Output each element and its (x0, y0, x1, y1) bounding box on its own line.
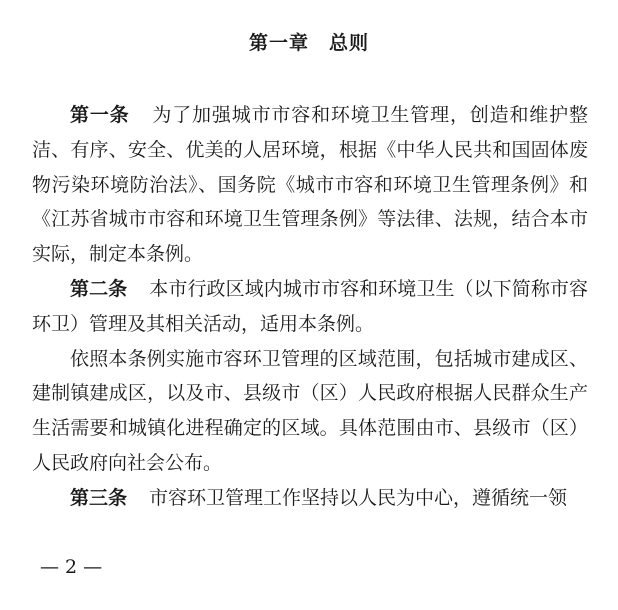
article-2-paragraph-2 (32, 342, 588, 481)
article-1-label: 第一条 (70, 104, 130, 126)
article-1 (32, 98, 588, 272)
article-2 (32, 272, 588, 342)
chapter-title: 第一章 总则 (248, 32, 369, 54)
article-1-text: 为了加强城市市容和环境卫生管理，创造和维护整洁、有序、安全、优美的人居环境，根据《中华人民共和国固体废物污染环境防治法》、国务院《城市市容和环境卫生管理条例》和《江苏省城市市容和环境卫生管理条例》等法律、法规，结合本市实际，制定本条例。 (32, 104, 588, 266)
article-2-paragraph-2-text: 依照本条例实施市容环卫管理的区域范围，包括城市建成区、建制镇建成区，以及市、县级市（区）人民政府根据人民群众生产生活需要和城镇化进程确定的区域。具体范围由市、县级市（区）人民政府向社会公布。 (32, 347, 588, 474)
article-2-label: 第二条 (70, 277, 128, 300)
article-3-label: 第三条 (70, 486, 128, 509)
article-3 (32, 481, 588, 516)
page-number: — 2 — (40, 556, 103, 578)
document-body (32, 98, 588, 516)
article-3-text: 市容环卫管理工作坚持以人民为中心，遵循统一领 (149, 486, 568, 509)
article-2-text: 本市行政区域内城市市容和环境卫生（以下简称市容环卫）管理及其相关活动，适用本条例。 (32, 277, 588, 335)
